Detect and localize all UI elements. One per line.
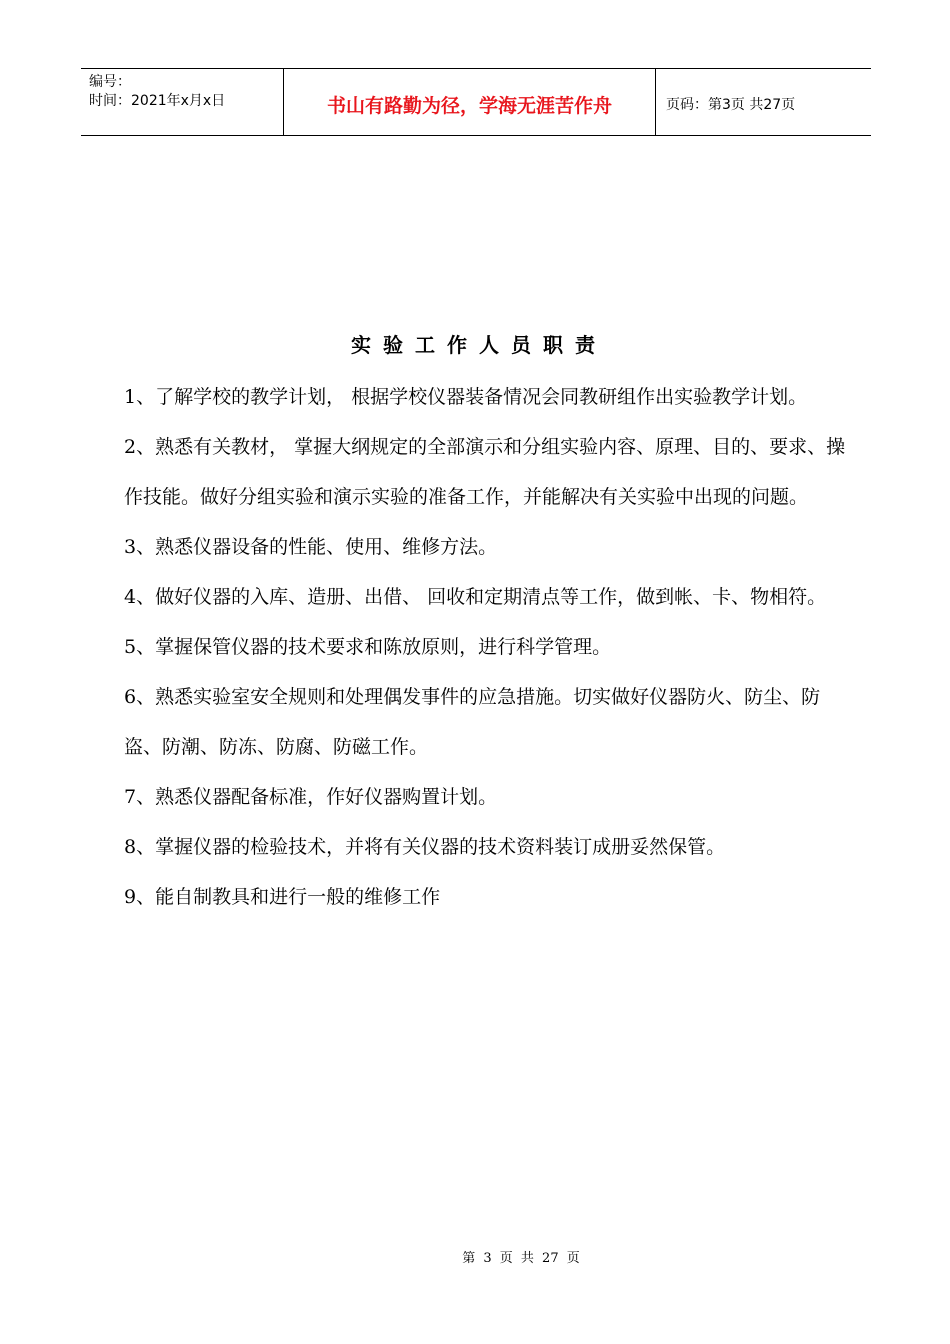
duty-item-9: 9、能自制教具和进行一般的维修工作	[124, 886, 441, 908]
page-info-text: 页码：第3页 共27页	[666, 97, 796, 113]
duty-item-2: 2、熟悉有关教材， 掌握大纲规定的全部演示和分组实验内容、原理、目的、要求、操作技能。做好分组实验和演示实验的准备工作，并能解决有关实验中出现的问题。	[124, 436, 846, 508]
motto-text: 书山有路勤为径，学海无涯苦作舟	[326, 94, 612, 117]
number-label: 编号：	[89, 74, 131, 90]
header-table	[81, 68, 871, 136]
duty-item-5: 5、掌握保管仪器的技术要求和陈放原则，进行科学管理。	[124, 636, 612, 658]
document-title: 实验工作人员职责	[351, 333, 607, 357]
header-motto-cell	[283, 69, 656, 135]
duty-item-8: 8、掌握仪器的检验技术，并将有关仪器的技术资料装订成册妥然保管。	[124, 836, 726, 858]
page-footer: 第 3 页 共 27 页	[462, 1251, 580, 1266]
header-meta-cell	[81, 69, 283, 135]
document-body	[124, 372, 850, 922]
time-label: 时间：2021年x月x日	[89, 93, 226, 109]
duty-item-1: 1、了解学校的教学计划， 根据学校仪器装备情况会同教研组作出实验教学计划。	[124, 386, 808, 408]
duty-item-4: 4、做好仪器的入库、造册、出借、 回收和定期清点等工作，做到帐、卡、物相符。	[124, 586, 827, 608]
duty-item-6: 6、熟悉实验室安全规则和处理偶发事件的应急措施。切实做好仪器防火、防尘、防盗、防潮、防冻、防腐、防磁工作。	[124, 686, 821, 758]
duty-item-3: 3、熟悉仪器设备的性能、使用、维修方法。	[124, 536, 498, 558]
duty-item-7: 7、熟悉仪器配备标准，作好仪器购置计划。	[124, 786, 498, 808]
header-page-cell	[656, 69, 871, 135]
